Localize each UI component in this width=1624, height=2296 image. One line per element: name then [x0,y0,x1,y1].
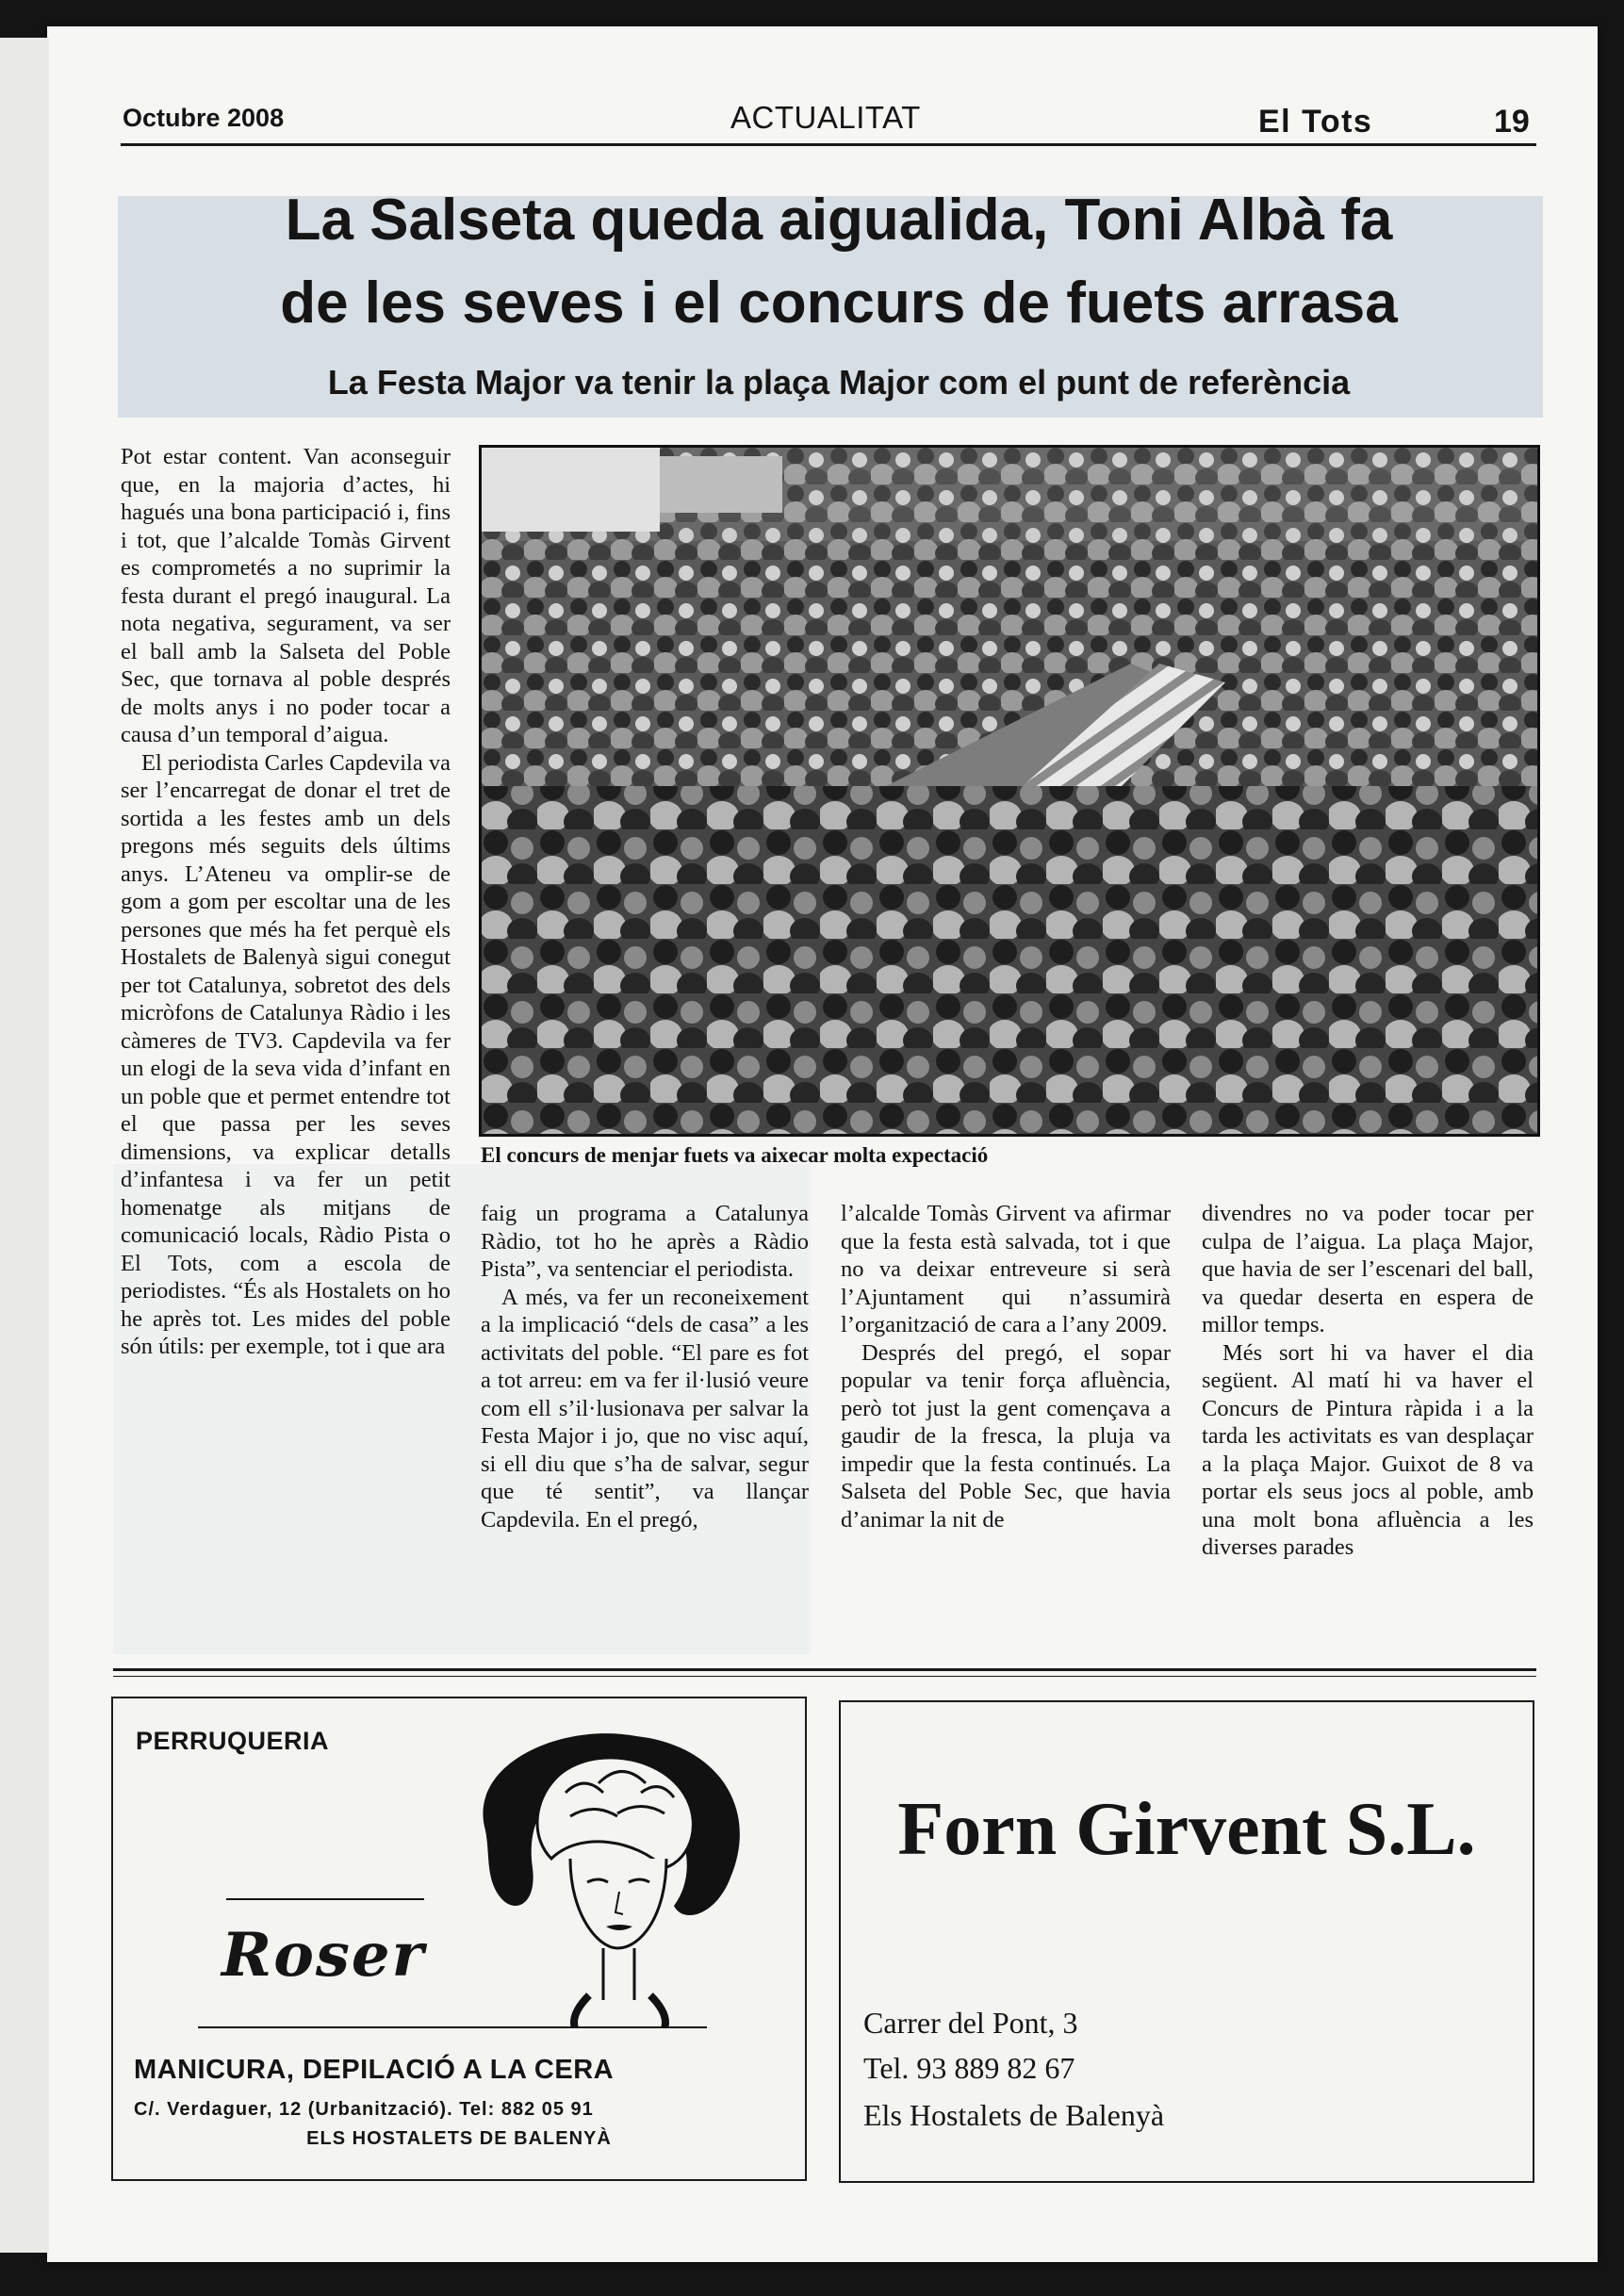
hairdresser-ad [111,1697,807,2181]
headline-line-2: de les seves i el concurs de fuets arrasa [280,271,1398,336]
paragraph: Més sort hi va haver el dia següent. Al matí hi va haver el Concurs de Pintura ràpida i a la tarda les activitats es van desplaçar a la plaça Major. Guixot de 8 va portar els seus jocs al poble, amb una molt bona afluència a les diverses parades [1202,1339,1534,1560]
paragraph: Després del pregó, el sopar popular va tenir força afluència, però tot just la gent començava a gaudir de la fresca, la pluja va impedir que la festa continués. La Salseta del Poble Sec, que havia d’animar la nit de [841,1339,1171,1533]
header-rule [121,143,1536,146]
woman-portrait-illustration [448,1727,759,2028]
ad-rule [226,1898,424,1900]
bakery-street: Carrer del Pont, 3 [863,2006,1078,2040]
issue-date: Octubre 2008 [123,104,285,132]
paragraph: divendres no va poder tocar per culpa de l’aigua. La plaça Major, que havia de ser l’escenari del ball, va quedar deserta en espera de millor temps. [1202,1201,1534,1337]
subheadline: La Festa Major va tenir la plaça Major com el punt de referència [327,363,1351,402]
article-column-4 [1202,1200,1534,1562]
headline [132,179,1546,345]
ad-town: ELS HOSTALETS DE BALENYÀ [306,2128,612,2149]
section-name: ACTUALITAT [730,100,921,135]
bakery-town: Els Hostalets de Balenyà [863,2098,1165,2132]
ad-address: C/. Verdaguer, 12 (Urbanització). Tel: 882 05 91 [134,2099,594,2120]
facing-page-edge [0,38,49,2253]
ad-brand-logo: Roser [221,1920,426,1991]
paragraph: faig un programa a Catalunya Ràdio, tot ho he après a Ràdio Pista”, va sentenciar el periodista. [481,1201,809,1282]
bakery-ad [839,1700,1534,2183]
ad-services: MANICURA, DEPILACIÓ A LA CERA [134,2055,615,2085]
bakery-name: Forn Girvent S.L. [897,1788,1476,1871]
ads-separator-rule-thin [113,1676,1536,1677]
crowd-photo [479,445,1540,1137]
bakery-phone: Tel. 93 889 82 67 [863,2051,1075,2085]
article-column-1 [121,443,451,1361]
paragraph: A més, va fer un reconeixement a la implicació “dels de casa” a les activitats del poble. “El pare es fot a tot arreu: em va fer il·lusió veure com ell s’il·lusionava per salvar la Festa Major i jo, que no visc aquí, si ell diu que s’ha de salvar, segur que té sentit”, va llançar Capdevila. En el pregó, [481,1284,809,1533]
paragraph: El periodista Carles Capdevila va ser l’encarregat de donar el tret de sortida a les festes amb un dels pregons més seguits dels últims anys. L’Ateneu va omplir-se de gom a gom per escoltar una de les persones que més ha fet perquè els Hostalets de Balenyà sigui conegut per tot Catalunya, sobretot des dels micròfons de Catalunya Ràdio i les càmeres de TV3. Capdevila va fer un elogi de la seva vida d’infant en un poble que et permet entendre tot el que passa per les seves dimensions, va explicar detalls d’infantesa i va fer un petit homenatge als mitjans de comunicació locals, Ràdio Pista o El Tots, com a escola de periodistes. “És als Hostalets on ho he après tot. Les mides del poble són útils: per exemple, tot i que ara [121,749,451,1359]
publication-name: El Tots [1258,104,1373,139]
paragraph: Pot estar content. Van aconseguir que, en la majoria d’actes, hi hagués una bona participació i, fins i tot, que l’alcalde Tomàs Girvent es comprometés a no suprimir la festa durant el pregó inaugural. La nota negativa, segurament, va ser el ball amb la Salseta del Poble Sec, que tornava al poble després de molts anys i no poder tocar a causa d’un temporal d’aigua. [121,444,451,747]
photo-caption: El concurs de menjar fuets va aixecar molta expectació [481,1143,989,1167]
article-column-3 [841,1200,1171,1533]
page-number: 19 [1494,104,1530,139]
ad-category: PERRUQUERIA [136,1727,330,1755]
headline-line-1: La Salseta queda aigualida, Toni Albà fa [285,188,1393,253]
crowd-photo-illustration [481,447,1538,1135]
ads-separator-rule [113,1668,1536,1671]
article-column-2 [481,1200,809,1533]
paragraph: l’alcalde Tomàs Girvent va afirmar que la festa està salvada, tot i que no va deixar entreveure si serà l’Ajuntament qui n’assumirà l’organització de cara a l’any 2009. [841,1201,1171,1337]
